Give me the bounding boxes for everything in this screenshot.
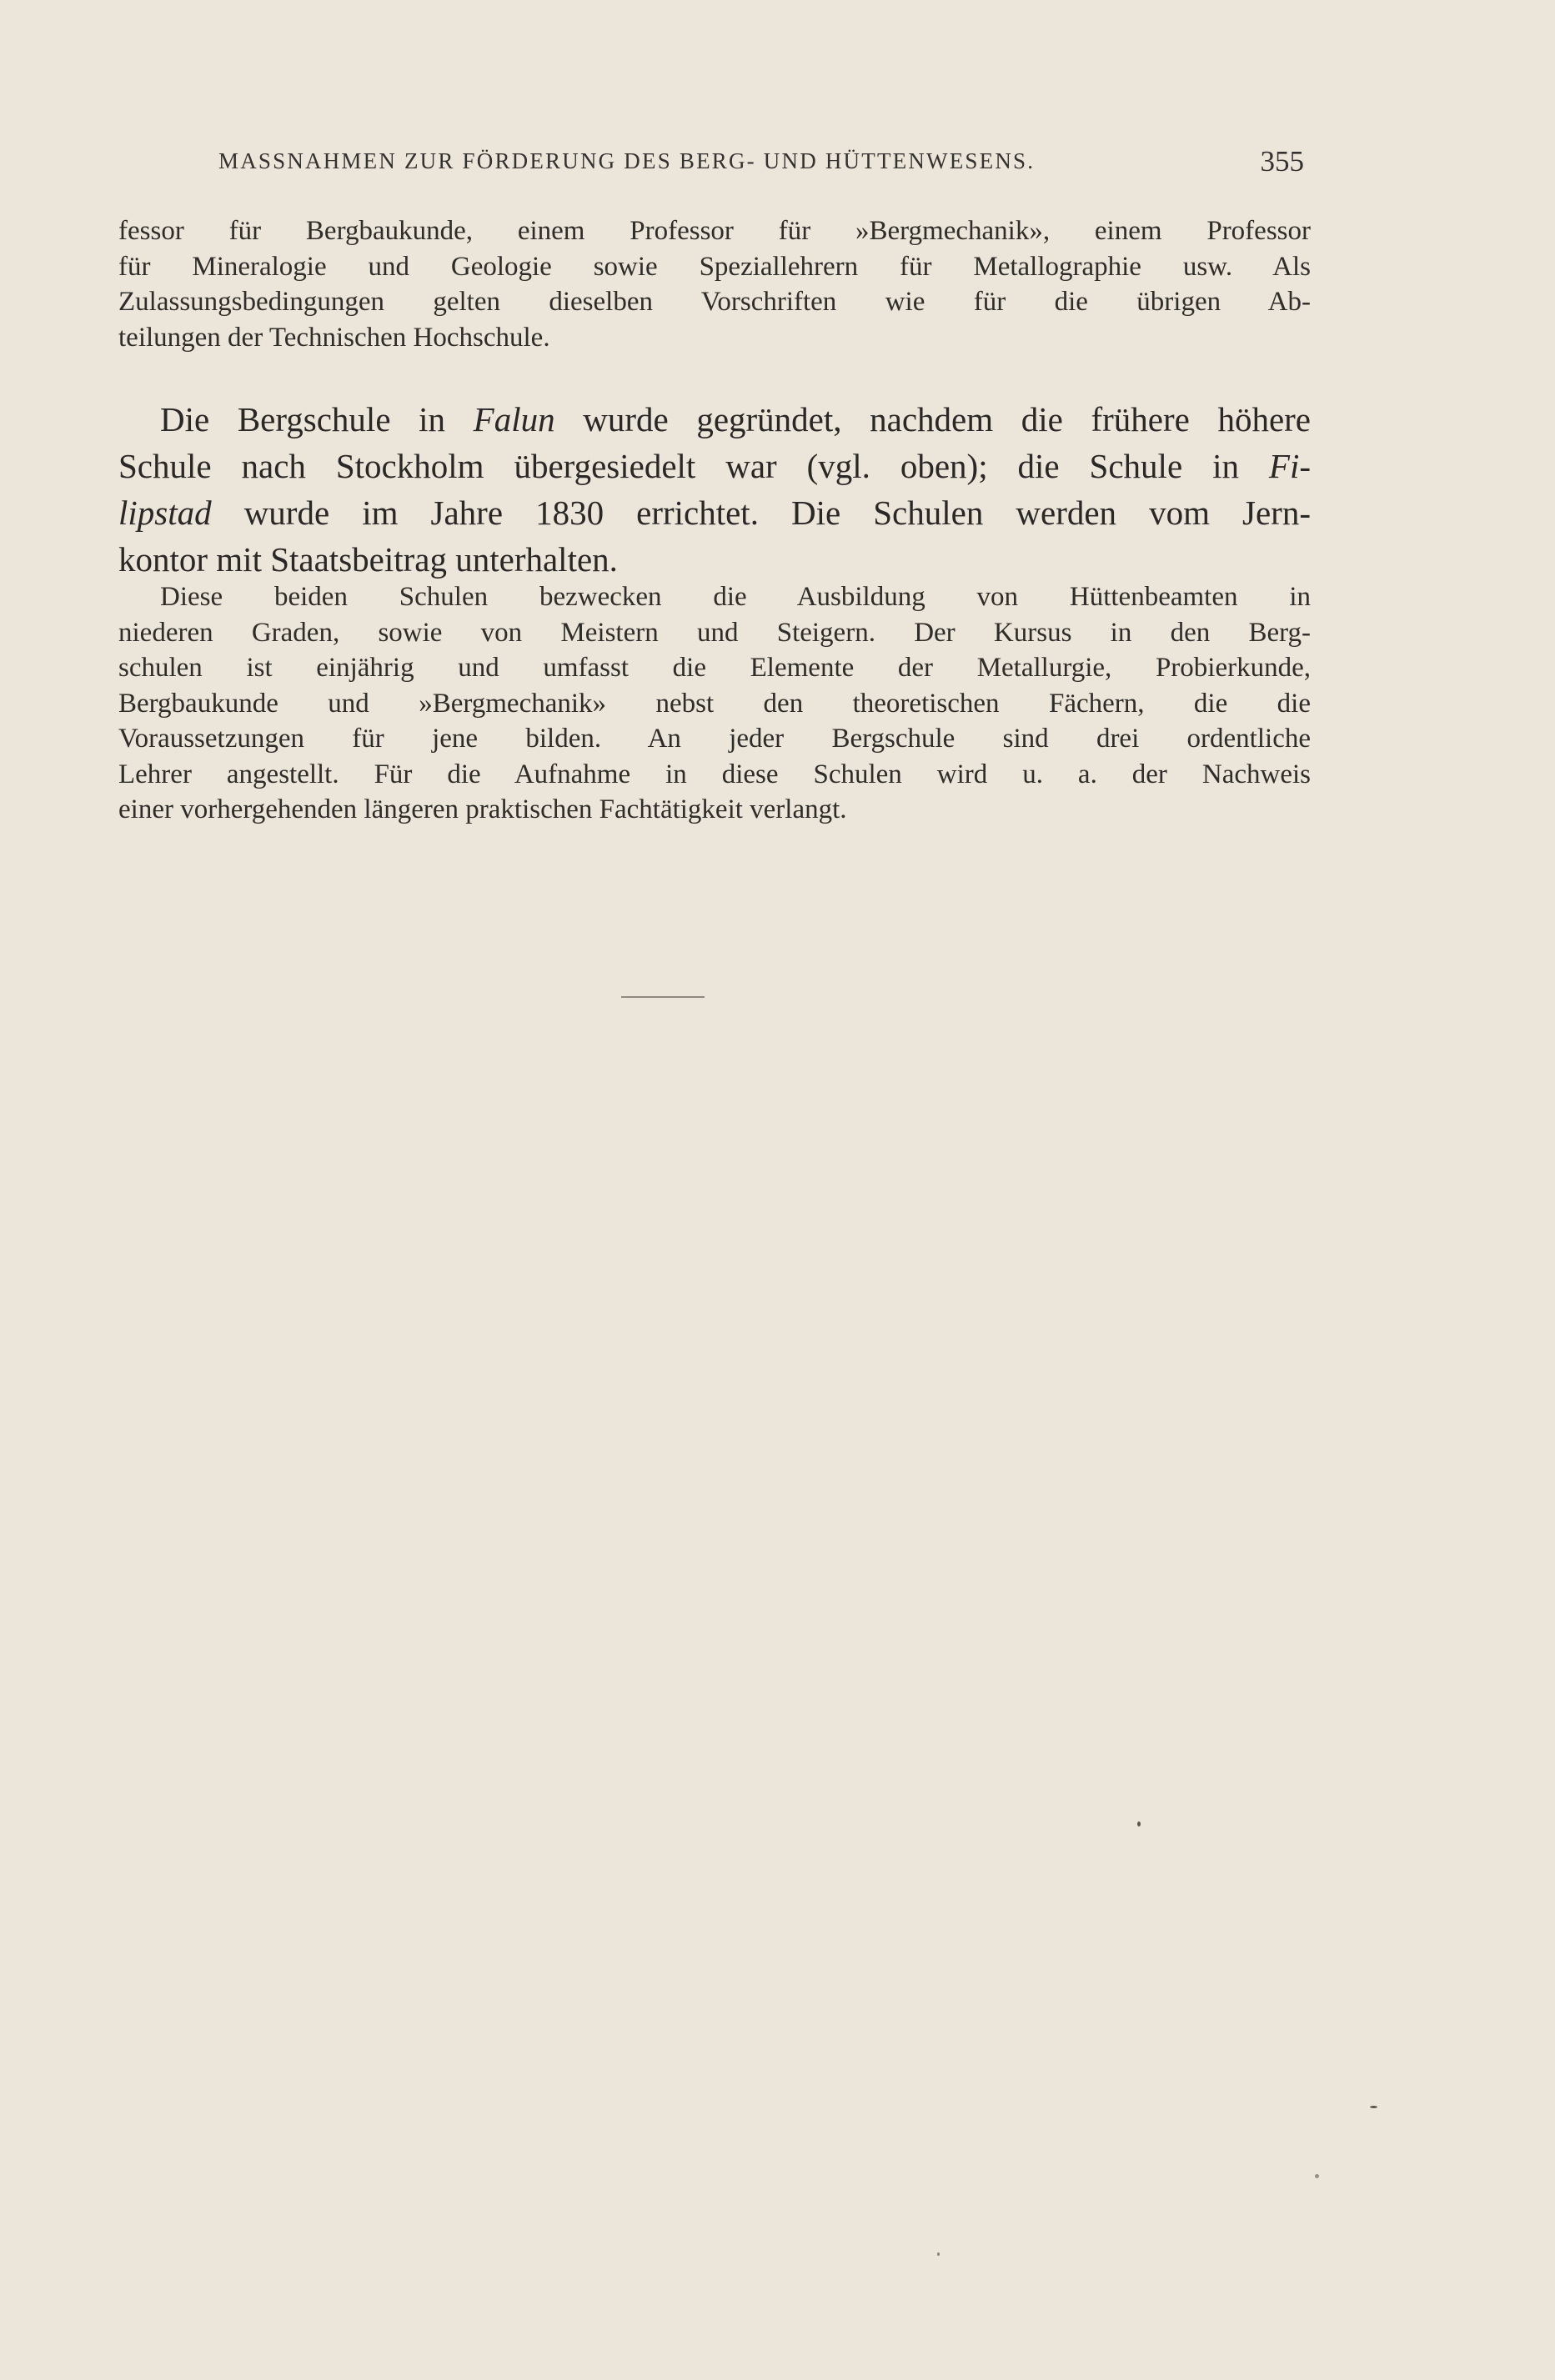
text-line: niederen Graden, sowie von Meistern und Steigern. Der Kursus in den Berg- bbox=[118, 617, 1311, 648]
print-speck bbox=[1370, 2106, 1377, 2108]
text-line: Voraussetzungen für jene bilden. An jeder Bergschule sind drei ordentliche bbox=[118, 724, 1311, 754]
text-line bbox=[118, 489, 1311, 536]
print-speck bbox=[1137, 1821, 1141, 1826]
place-name-falun: Falun bbox=[473, 400, 555, 438]
text-line: kontor mit Staatsbeitrag unterhalten. bbox=[118, 540, 618, 579]
place-name-filipstad-part2: lipstad bbox=[118, 494, 212, 532]
text-line: teilungen der Technischen Hochschule. bbox=[118, 322, 550, 353]
text-line: fessor für Bergbaukunde, einem Professor für »Bergmechanik», einem Professor bbox=[118, 216, 1311, 246]
paragraph-bergschulen bbox=[118, 396, 1311, 583]
text-line: Bergbaukunde und »Bergmechanik» nebst den theoretischen Fächern, die die bbox=[118, 688, 1311, 719]
text-run: wurde gegründet, nachdem die frühere höhere bbox=[554, 400, 1311, 438]
text-run: Die Bergschule in bbox=[160, 400, 474, 438]
print-speck bbox=[937, 2252, 940, 2256]
place-name-filipstad-part1: Fi- bbox=[1268, 447, 1311, 485]
running-head bbox=[218, 145, 1304, 182]
text-line: für Mineralogie und Geologie sowie Speziallehrern für Metallographie usw. Als bbox=[118, 251, 1311, 282]
text-line: schulen ist einjährig und umfasst die Elemente der Metallurgie, Probierkunde, bbox=[118, 653, 1311, 683]
text-run: wurde im Jahre 1830 errichtet. Die Schulen werden vom Jern- bbox=[211, 494, 1311, 532]
text-line bbox=[118, 443, 1311, 489]
page-number: 355 bbox=[1260, 145, 1304, 178]
paragraph-professors bbox=[118, 213, 1311, 355]
text-run: Schule nach Stockholm übergesiedelt war (vgl. oben); die Schule in bbox=[118, 447, 1269, 485]
print-speck bbox=[1315, 2174, 1319, 2178]
text-line: einer vorhergehenden längeren praktischen Fachtätigkeit verlangt. bbox=[118, 794, 847, 824]
text-line: Diese beiden Schulen bezwecken die Ausbildung von Hüttenbeamten in bbox=[160, 582, 1311, 612]
text-line: Lehrer angestellt. Für die Aufnahme in diese Schulen wird u. a. der Nachweis bbox=[118, 759, 1311, 789]
section-end-rule bbox=[621, 996, 705, 998]
text-line: Zulassungsbedingungen gelten dieselben Vorschriften wie für die übrigen Ab- bbox=[118, 287, 1311, 317]
paragraph-ausbildung bbox=[118, 579, 1311, 828]
text-line bbox=[118, 396, 1311, 443]
running-title: MASSNAHMEN ZUR FÖRDERUNG DES BERG- UND HÜTTENWESENS. bbox=[218, 148, 1036, 173]
